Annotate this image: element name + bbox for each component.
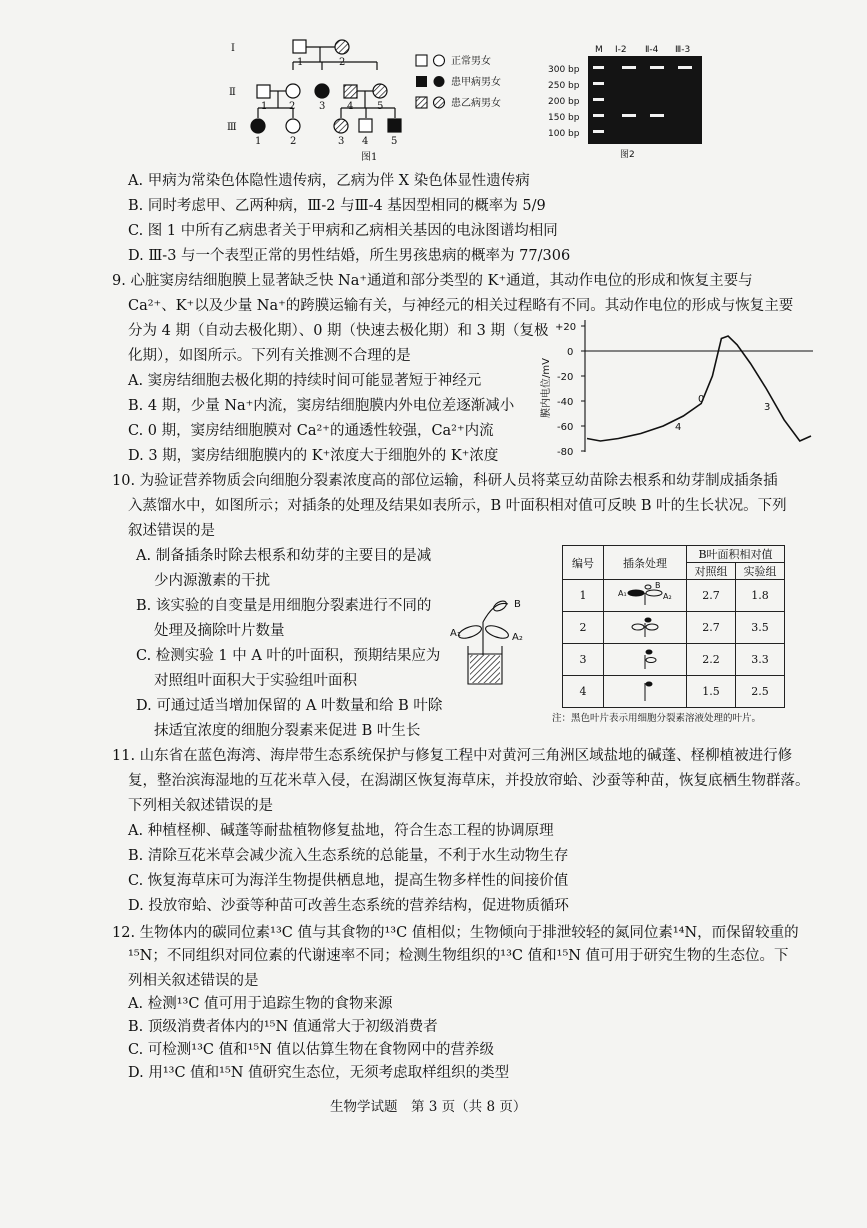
fig-label-a2: A₂ bbox=[512, 632, 523, 643]
phase-label-4: 4 bbox=[675, 422, 682, 433]
pedigree-III-3 bbox=[334, 119, 348, 133]
q12-option-b: B. 顶级消费者体内的¹⁵N 值通常大于初级消费者 bbox=[128, 1019, 438, 1035]
q12-stem-line1: 12. 生物体内的碳同位素¹³C 值与其食物的¹³C 值相似；生物倾向于排泄较轻的氮同位素¹⁴N，而保留较重的 bbox=[112, 925, 799, 941]
fig-label-b: B bbox=[514, 599, 521, 610]
q12-stem-line3: 列相关叙述错误的是 bbox=[128, 973, 259, 989]
q12-option-d: D. 用¹³C 值和¹⁵N 值研究生态位，无须考虑取样组织的类型 bbox=[128, 1065, 510, 1081]
action-potential-curve bbox=[587, 336, 811, 441]
marker-150: 150 bp bbox=[548, 113, 580, 123]
ytick-20: +20 bbox=[555, 322, 577, 333]
lane-label-M: M bbox=[595, 45, 603, 55]
q10-option-a-1: A. 制备插条时除去根系和幼芽的主要目的是减 bbox=[136, 548, 432, 564]
q9-stem-line3: 分为 4 期（自动去极化期）、0 期（快速去极化期）和 3 期（复极 bbox=[128, 323, 549, 339]
q10-option-b-2: 处理及摘除叶片数量 bbox=[154, 623, 285, 639]
q9-stem-line1: 9. 心脏窦房结细胞膜上显著缺乏快 Na⁺通道和部分类型的 K⁺通道，其动作电位的形成和恢复主要与 bbox=[112, 273, 753, 289]
svg-text:1: 1 bbox=[261, 101, 268, 112]
svg-text:A₁: A₁ bbox=[618, 589, 627, 598]
q10-option-d-1: D. 可通过适当增加保留的 A 叶数量和给 B 叶除 bbox=[136, 698, 443, 714]
pedigree-III-1 bbox=[251, 119, 265, 133]
table-row: 1 A₁ A₂ B 2.7 1.8 bbox=[563, 580, 785, 612]
treatment-icon-3 bbox=[615, 645, 675, 671]
q12-option-a: A. 检测¹³C 值可用于追踪生物的食物来源 bbox=[128, 996, 393, 1012]
pedigree-II-4 bbox=[344, 85, 357, 98]
th-treat: 插条处理 bbox=[604, 546, 687, 580]
legend-disease-a: 患甲病男女 bbox=[451, 77, 501, 88]
svg-text:B: B bbox=[655, 581, 661, 590]
gen-label-III: Ⅲ bbox=[227, 122, 237, 133]
lane-label-II4: Ⅱ-4 bbox=[645, 45, 659, 55]
marker-300: 300 bp bbox=[548, 65, 580, 75]
q12-stem-line2: ¹⁵N；不同组织对同位素的代谢速率不同；检测生物组织的¹³C 值和¹⁵N 值可用于研究生物的生态位。下 bbox=[128, 948, 789, 964]
th-area: B叶面积相对值 bbox=[687, 546, 785, 563]
pedigree-II-3 bbox=[315, 84, 329, 98]
q11-stem-line3: 下列相关叙述错误的是 bbox=[128, 798, 273, 814]
phase-label-0: 0 bbox=[698, 394, 705, 405]
pedigree-II-1 bbox=[257, 85, 270, 98]
ytick-neg60: -60 bbox=[557, 422, 574, 433]
table-row: 2 2.7 3.5 bbox=[563, 612, 785, 644]
svg-text:A₂: A₂ bbox=[663, 592, 672, 601]
q10-option-d-2: 抹适宜浓度的细胞分裂素来促进 B 叶生长 bbox=[154, 723, 421, 739]
q10-option-c-1: C. 检测实验 1 中 A 叶的叶面积，预期结果应为 bbox=[136, 648, 441, 664]
q11-option-b: B. 清除互花米草会减少流入生态系统的总能量，不利于水生动物生存 bbox=[128, 848, 569, 864]
svg-text:1: 1 bbox=[255, 136, 262, 147]
marker-200: 200 bp bbox=[548, 97, 580, 107]
legend-disease-b: 患乙病男女 bbox=[451, 98, 501, 109]
q10-stem-line3: 叙述错误的是 bbox=[128, 523, 215, 539]
pedigree-III-4 bbox=[359, 119, 372, 132]
treatment-icon-4 bbox=[615, 677, 675, 703]
th-num: 编号 bbox=[563, 546, 604, 580]
svg-text:5: 5 bbox=[377, 101, 384, 112]
q9-option-b: B. 4 期，少量 Na⁺内流，窦房结细胞膜内外电位差逐渐减小 bbox=[128, 398, 515, 414]
q10-option-b-1: B. 该实验的自变量是用细胞分裂素进行不同的 bbox=[136, 598, 432, 614]
q11-stem-line1: 11. 山东省在蓝色海湾、海岸带生态系统保护与修复工程中对黄河三角洲区域盐地的碱蓬、柽柳植被进行修 bbox=[112, 748, 793, 764]
pedigree-figure bbox=[225, 36, 410, 164]
pedigree-legend bbox=[414, 52, 534, 116]
svg-text:4: 4 bbox=[362, 136, 369, 147]
th-ctrl: 对照组 bbox=[687, 563, 736, 580]
svg-text:5: 5 bbox=[391, 136, 398, 147]
svg-text:3: 3 bbox=[319, 101, 326, 112]
gen-label-I: I bbox=[231, 43, 235, 54]
pedigree-III-5 bbox=[388, 119, 401, 132]
q9-stem-line4: 化期），如图所示。下列有关推测不合理的是 bbox=[128, 348, 411, 364]
pedigree-II-2 bbox=[286, 84, 300, 98]
svg-text:2: 2 bbox=[339, 57, 346, 68]
th-exp: 实验组 bbox=[736, 563, 785, 580]
lane-label-I2: Ⅰ-2 bbox=[615, 45, 627, 55]
q8-option-a: A. 甲病为常染色体隐性遗传病，乙病为伴 X 染色体显性遗传病 bbox=[128, 173, 530, 189]
pedigree-III-2 bbox=[286, 119, 300, 133]
ytick-neg40: -40 bbox=[557, 397, 574, 408]
q10-option-a-2: 少内源激素的干扰 bbox=[154, 573, 270, 589]
phase-label-3: 3 bbox=[764, 402, 771, 413]
marker-250: 250 bp bbox=[548, 81, 580, 91]
table-row: 3 2.2 3.3 bbox=[563, 644, 785, 676]
ytick-neg20: -20 bbox=[557, 372, 574, 383]
lane-label-III3: Ⅲ-3 bbox=[675, 45, 691, 55]
q8-option-d: D. Ⅲ-3 与一个表型正常的男性结婚，所生男孩患病的概率为 77/306 bbox=[128, 248, 571, 264]
q10-option-c-2: 对照组叶面积大于实验组叶面积 bbox=[154, 673, 357, 689]
gel-figure bbox=[542, 42, 712, 162]
q9-option-a: A. 窦房结细胞去极化期的持续时间可能显著短于神经元 bbox=[128, 373, 482, 389]
fig-label-a1: A₁ bbox=[450, 628, 461, 639]
fig1-caption: 图1 bbox=[361, 152, 378, 163]
q11-stem-line2: 复，整治滨海湿地的互花米草入侵，在潟湖区恢复海草床，并投放帘蛤、沙蚕等种苗，恢复底栖生物群落。 bbox=[128, 773, 810, 789]
svg-text:1: 1 bbox=[297, 57, 304, 68]
page-footer: 生物学试题 第 3 页（共 8 页） bbox=[330, 1099, 527, 1115]
y-axis-label: 膜内电位/mV bbox=[541, 358, 552, 418]
cutting-beaker-illustration bbox=[450, 592, 540, 687]
svg-text:4: 4 bbox=[347, 101, 354, 112]
pedigree-II-5 bbox=[373, 84, 387, 98]
q9-option-c: C. 0 期，窦房结细胞膜对 Ca²⁺的通透性较强，Ca²⁺内流 bbox=[128, 423, 494, 439]
action-potential-graph bbox=[535, 318, 815, 468]
q9-option-d: D. 3 期，窦房结细胞膜内的 K⁺浓度大于细胞外的 K⁺浓度 bbox=[128, 448, 499, 464]
svg-text:2: 2 bbox=[290, 136, 297, 147]
q11-option-d: D. 投放帘蛤、沙蚕等种苗可改善生态系统的营养结构，促进物质循环 bbox=[128, 898, 569, 914]
svg-text:2: 2 bbox=[289, 101, 296, 112]
q10-stem-line1: 10. 为验证营养物质会向细胞分裂素浓度高的部位运输，科研人员将菜豆幼苗除去根系和幼芽制成插条插 bbox=[112, 473, 778, 489]
table-note: 注：黑色叶片表示用细胞分裂素溶液处理的叶片。 bbox=[552, 713, 762, 724]
q8-option-c: C. 图 1 中所有乙病患者关于甲病和乙病相关基因的电泳图谱均相同 bbox=[128, 223, 558, 239]
legend-normal: 正常男女 bbox=[451, 56, 491, 67]
pedigree-I-1 bbox=[293, 40, 306, 53]
q11-option-c: C. 恢复海草床可为海洋生物提供栖息地，提高生物多样性的间接价值 bbox=[128, 873, 569, 889]
q10-table bbox=[562, 545, 785, 708]
q9-stem-line2: Ca²⁺、K⁺以及少量 Na⁺的跨膜运输有关，与神经元的相关过程略有不同。其动作电位的形成与恢复主要 bbox=[128, 298, 794, 314]
q11-option-a: A. 种植柽柳、碱蓬等耐盐植物修复盐地，符合生态工程的协调原理 bbox=[128, 823, 554, 839]
treatment-icon-2 bbox=[615, 613, 675, 639]
ytick-neg80: -80 bbox=[557, 447, 574, 458]
q12-option-c: C. 可检测¹³C 值和¹⁵N 值以估算生物在食物网中的营养级 bbox=[128, 1042, 495, 1058]
fig2-caption: 图2 bbox=[620, 150, 635, 160]
marker-100: 100 bp bbox=[548, 129, 580, 139]
q10-stem-line2: 入蒸馏水中，如图所示；对插条的处理及结果如表所示，B 叶面积相对值可反映 B 叶的生长状况。下列 bbox=[128, 498, 787, 514]
q8-option-b: B. 同时考虑甲、乙两种病，Ⅲ-2 与Ⅲ-4 基因型相同的概率为 5/9 bbox=[128, 198, 546, 214]
table-row: 4 1.5 2.5 bbox=[563, 676, 785, 708]
pedigree-I-2 bbox=[335, 40, 349, 54]
svg-text:3: 3 bbox=[338, 136, 345, 147]
ytick-0: 0 bbox=[567, 347, 574, 358]
gen-label-II: Ⅱ bbox=[229, 87, 236, 98]
treatment-icon-1 bbox=[615, 581, 675, 607]
